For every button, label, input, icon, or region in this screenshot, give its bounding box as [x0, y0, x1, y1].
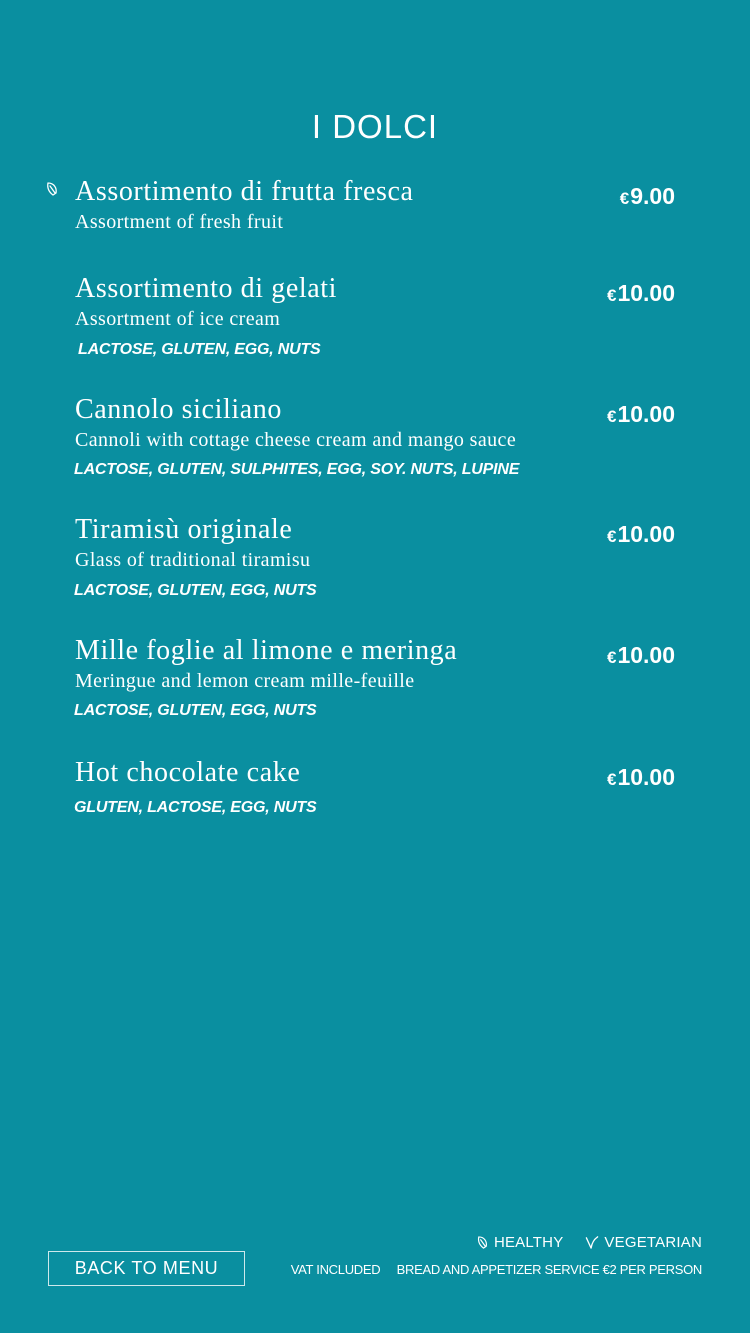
- price-value: 10.00: [617, 280, 675, 306]
- price-value: 10.00: [617, 521, 675, 547]
- item-description: Cannoli with cottage cheese cream and mango sauce: [75, 429, 517, 451]
- legend-vegetarian-label: VEGETARIAN: [604, 1234, 702, 1251]
- currency-symbol: €: [606, 286, 617, 305]
- footer-notes: [291, 1262, 702, 1277]
- price-value: 10.00: [617, 401, 675, 427]
- menu-item: [0, 515, 750, 605]
- item-name: Cannolo siciliano: [75, 394, 282, 425]
- price-value: 10.00: [617, 764, 675, 790]
- item-name: Assortimento di gelati: [75, 273, 338, 304]
- item-price: [620, 183, 675, 210]
- price-value: 10.00: [617, 642, 675, 668]
- healthy-leaf-icon: [476, 1235, 489, 1250]
- healthy-leaf-icon: [45, 181, 59, 197]
- item-name: Tiramisù originale: [75, 514, 293, 545]
- currency-symbol: €: [606, 527, 617, 546]
- menu-item: [0, 395, 750, 485]
- item-price: [607, 280, 675, 307]
- item-allergens: LACTOSE, GLUTEN, EGG, NUTS: [78, 341, 321, 358]
- back-to-menu-button[interactable]: BACK TO MENU: [48, 1251, 245, 1286]
- item-allergens: LACTOSE, GLUTEN, EGG, NUTS: [74, 582, 317, 599]
- legend-healthy: [476, 1234, 563, 1251]
- currency-symbol: €: [619, 189, 630, 208]
- legend: [476, 1234, 702, 1251]
- page-title: I DOLCI: [311, 108, 439, 145]
- currency-symbol: €: [606, 648, 617, 667]
- item-allergens: LACTOSE, GLUTEN, SULPHITES, EGG, SOY. NUTS, LUPINE: [74, 461, 520, 478]
- item-price: [607, 401, 675, 428]
- item-allergens: GLUTEN, LACTOSE, EGG, NUTS: [74, 799, 317, 816]
- menu-item: [0, 758, 750, 828]
- vat-note: VAT INCLUDED: [290, 1262, 381, 1277]
- item-allergens: LACTOSE, GLUTEN, EGG, NUTS: [74, 702, 317, 719]
- item-description: Glass of traditional tiramisu: [75, 549, 311, 571]
- service-note: BREAD AND APPETIZER SERVICE €2 PER PERSON: [396, 1262, 702, 1277]
- legend-vegetarian: [585, 1234, 702, 1251]
- currency-symbol: €: [606, 770, 617, 789]
- price-value: 9.00: [630, 183, 675, 209]
- item-description: Assortment of fresh fruit: [75, 211, 284, 233]
- item-name: Mille foglie al limone e meringa: [75, 635, 458, 666]
- item-price: [607, 521, 675, 548]
- item-description: Meringue and lemon cream mille-feuille: [75, 670, 415, 692]
- item-price: [607, 642, 675, 669]
- item-name: Hot chocolate cake: [75, 757, 301, 788]
- item-description: Assortment of ice cream: [75, 308, 281, 330]
- menu-item: [0, 636, 750, 726]
- legend-healthy-label: HEALTHY: [493, 1234, 564, 1251]
- vegetarian-sprout-icon: [585, 1235, 599, 1250]
- currency-symbol: €: [606, 407, 617, 426]
- menu-item: [0, 177, 750, 237]
- item-name: Assortimento di frutta fresca: [75, 176, 414, 207]
- menu-item: [0, 274, 750, 364]
- item-price: [607, 764, 675, 791]
